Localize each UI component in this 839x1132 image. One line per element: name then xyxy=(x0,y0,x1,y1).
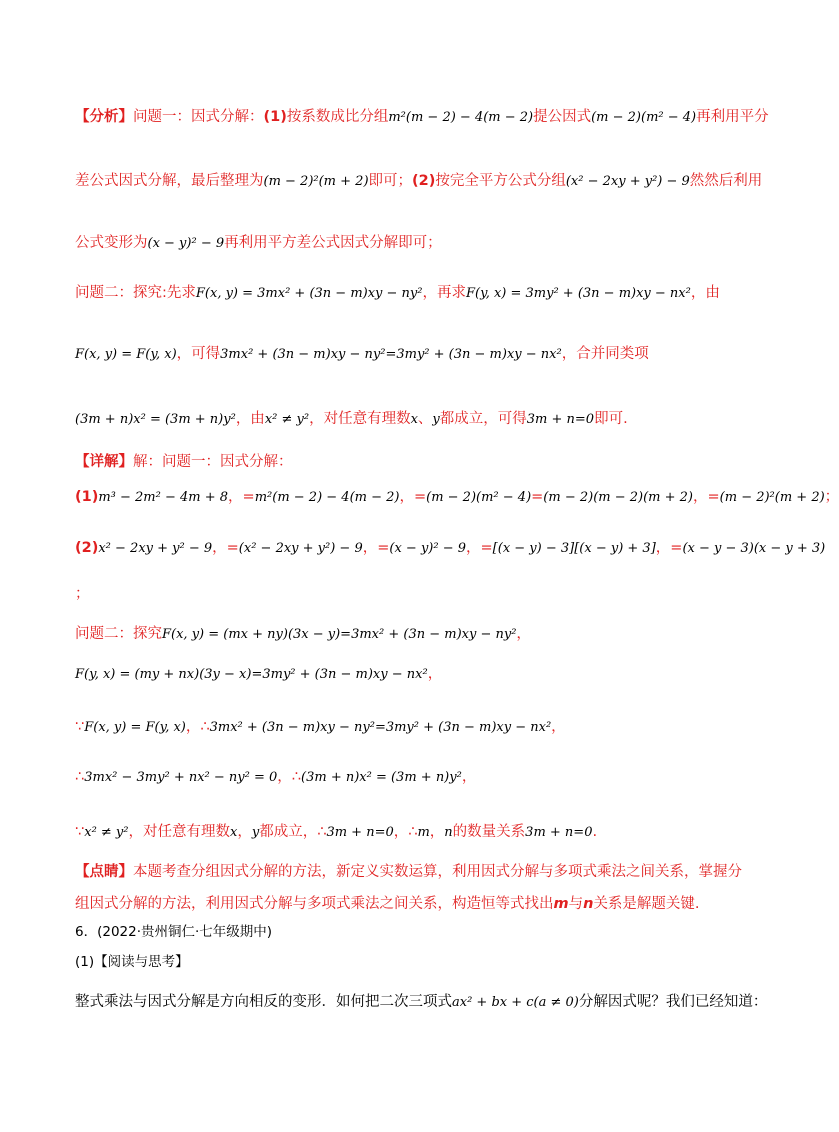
text: ，= xyxy=(693,489,720,505)
formula: y xyxy=(432,412,440,427)
text: 问题二：探究:先求 xyxy=(75,285,196,301)
text: ， xyxy=(551,719,566,735)
question-6-subtitle: (1)【阅读与思考】 xyxy=(75,954,189,970)
text: 整式乘法与因式分解是方向相反的变形．如何把二次三项式 xyxy=(75,994,452,1010)
text: 公式变形为 xyxy=(75,235,148,251)
analysis-line-3 xyxy=(75,232,735,255)
text: ； xyxy=(824,489,839,505)
formula: (m − 2)(m − 2)(m + 2) xyxy=(543,490,693,505)
question-6-line-1 xyxy=(75,991,768,1014)
text: . xyxy=(592,824,598,840)
text: ，= xyxy=(466,540,493,556)
text: ，可得 xyxy=(176,346,221,362)
formula: n xyxy=(444,825,453,840)
text: 的数量关系 xyxy=(452,824,526,840)
text: ， xyxy=(429,824,445,840)
text: ； xyxy=(75,586,90,602)
solution-line-1 xyxy=(75,451,735,473)
text: ，= xyxy=(655,540,683,556)
comment-tag: 【点睛】 xyxy=(75,864,133,880)
text: 即可. xyxy=(594,411,628,427)
solution-line-2 xyxy=(75,486,839,509)
formula: F(x, y) = (mx + ny)(3x − y)=3mx² + (3n − m)xy − ny² xyxy=(162,627,517,642)
formula: (3m + n)x² = (3m + n)y² xyxy=(75,412,236,427)
text: ，= xyxy=(362,540,390,556)
comment-line-2 xyxy=(75,893,735,915)
formula: 3mx² + (3n − m)xy − ny²=3my² + (3n − m)xy − nx² xyxy=(220,347,562,362)
text: ，∴ xyxy=(277,769,302,785)
solution-line-8 xyxy=(75,766,735,789)
formula: x² ≠ y² xyxy=(264,412,310,427)
formula: m³ − 2m² − 4m + 8 xyxy=(98,490,229,505)
solution-line-3 xyxy=(75,537,826,560)
formula: 3m + n=0 xyxy=(526,412,595,427)
text: 都成立，∴ xyxy=(259,824,327,840)
formula: (x − y − 3)(x − y + 3) xyxy=(682,541,826,556)
because-symbol: ∵ xyxy=(75,824,85,840)
formula: m xyxy=(553,896,569,912)
formula: y xyxy=(251,825,260,840)
formula: x² − 2xy + y² − 9 xyxy=(98,541,213,556)
text: (2) xyxy=(412,173,436,189)
solution-line-6 xyxy=(75,663,735,686)
text: ， xyxy=(516,626,531,642)
analysis-tag: 【分析】 xyxy=(75,109,133,125)
text: 分解因式呢？我们已经知道： xyxy=(578,994,768,1010)
analysis-line-2 xyxy=(75,170,763,193)
formula: x xyxy=(230,825,238,840)
solution-tag: 【详解】 xyxy=(75,454,133,470)
comment-line-1 xyxy=(75,861,742,883)
formula: (x − y)² − 9 xyxy=(147,236,225,251)
question-6-title: 6．(2022·贵州铜仁·七年级期中) xyxy=(75,924,273,940)
formula: x² ≠ y² xyxy=(84,825,129,840)
text: 即可； xyxy=(368,173,413,189)
text: ，合并同类项 xyxy=(561,346,649,362)
solution-line-9 xyxy=(75,821,735,844)
formula: (x² − 2xy + y²) − 9 xyxy=(565,174,690,189)
formula: (x² − 2xy + y²) − 9 xyxy=(238,541,363,556)
formula: (m − 2)²(m + 2) xyxy=(719,490,825,505)
formula: F(y, x) = (my + nx)(3y − x)=3my² + (3n − m)xy − nx² xyxy=(75,667,428,682)
formula: (m − 2)²(m + 2) xyxy=(263,174,369,189)
text: ，= xyxy=(399,489,427,505)
text: (2) xyxy=(75,540,99,556)
text: ， xyxy=(427,666,443,682)
text: ， xyxy=(237,824,252,840)
formula: x xyxy=(410,412,418,427)
text: 本题考查分组因式分解的方法，新定义实数运算，利用因式分解与多项式乘法之间关系，掌握分 xyxy=(133,864,742,880)
text: ，再求 xyxy=(422,285,466,301)
text: ，由 xyxy=(690,285,720,301)
text: 与 xyxy=(568,896,584,912)
text: 关系是解题关键. xyxy=(593,896,700,912)
formula: F(y, x) = 3my² + (3n − m)xy − nx² xyxy=(465,286,691,301)
text: 解：问题一：因式分解： xyxy=(133,454,293,470)
solution-line-7 xyxy=(75,716,735,739)
solution-line-5 xyxy=(75,623,735,646)
formula: 3m + n=0 xyxy=(525,825,593,840)
formula: F(x, y) = F(y, x) xyxy=(84,720,186,735)
text: 再利用平分 xyxy=(696,109,769,125)
formula: (m − 2)(m² − 4) xyxy=(426,490,532,505)
text: ，由 xyxy=(235,411,265,427)
because-symbol: ∵ xyxy=(75,719,85,735)
formula: 3mx² − 3my² + nx² − ny² = 0 xyxy=(84,770,278,785)
text: 按完全平方公式分组 xyxy=(435,173,566,189)
text: 按系数成比分组 xyxy=(286,109,389,125)
text: ，对任意有理数 xyxy=(309,411,411,427)
formula: F(x, y) = 3mx² + (3n − m)xy − ny² xyxy=(195,286,423,301)
formula: (3m + n)x² = (3m + n)y² xyxy=(301,770,462,785)
therefore-symbol: ∴ xyxy=(75,769,85,785)
analysis-line-4 xyxy=(75,282,735,305)
text: 再利用平方差公式因式分解即可； xyxy=(224,235,442,251)
text: ，∴ xyxy=(185,719,210,735)
text: 问题一：因式分解： xyxy=(133,109,264,125)
text: 组因式分解的方法，利用因式分解与多项式乘法之间关系，构造恒等式找出 xyxy=(75,896,554,912)
formula: F(x, y) = F(y, x) xyxy=(75,347,177,362)
formula: m xyxy=(417,825,430,840)
text: 然然后利用 xyxy=(689,173,763,189)
text: ，= xyxy=(212,540,239,556)
analysis-line-5 xyxy=(75,343,735,366)
formula: 3mx² + (3n − m)xy − ny²=3my² + (3n − m)xy − nx² xyxy=(209,720,552,735)
formula: n xyxy=(583,896,594,912)
solution-line-4 xyxy=(75,583,735,605)
formula: (m − 2)(m² − 4) xyxy=(591,110,697,125)
text: (1) xyxy=(75,489,99,505)
formula: ax² + bx + c(a ≠ 0) xyxy=(452,995,579,1010)
text: ， xyxy=(461,769,477,785)
text: 都成立，可得 xyxy=(439,411,527,427)
analysis-line-1 xyxy=(75,106,769,129)
formula: m²(m − 2) − 4(m − 2) xyxy=(388,110,534,125)
formula: [(x − y) − 3][(x − y) + 3] xyxy=(492,541,656,556)
text: ，∴ xyxy=(393,824,418,840)
text: ，对任意有理数 xyxy=(128,824,230,840)
text: = xyxy=(531,489,544,505)
text: 、 xyxy=(417,411,433,427)
text: 提公因式 xyxy=(533,109,592,125)
text: 差公式因式分解，最后整理为 xyxy=(75,173,264,189)
formula: m²(m − 2) − 4(m − 2) xyxy=(254,490,400,505)
text: (1) xyxy=(263,109,287,125)
formula: (x − y)² − 9 xyxy=(389,541,467,556)
analysis-line-6 xyxy=(75,408,735,431)
text: 问题二：探究 xyxy=(75,626,162,642)
text: ，= xyxy=(228,489,255,505)
formula: 3m + n=0 xyxy=(326,825,394,840)
